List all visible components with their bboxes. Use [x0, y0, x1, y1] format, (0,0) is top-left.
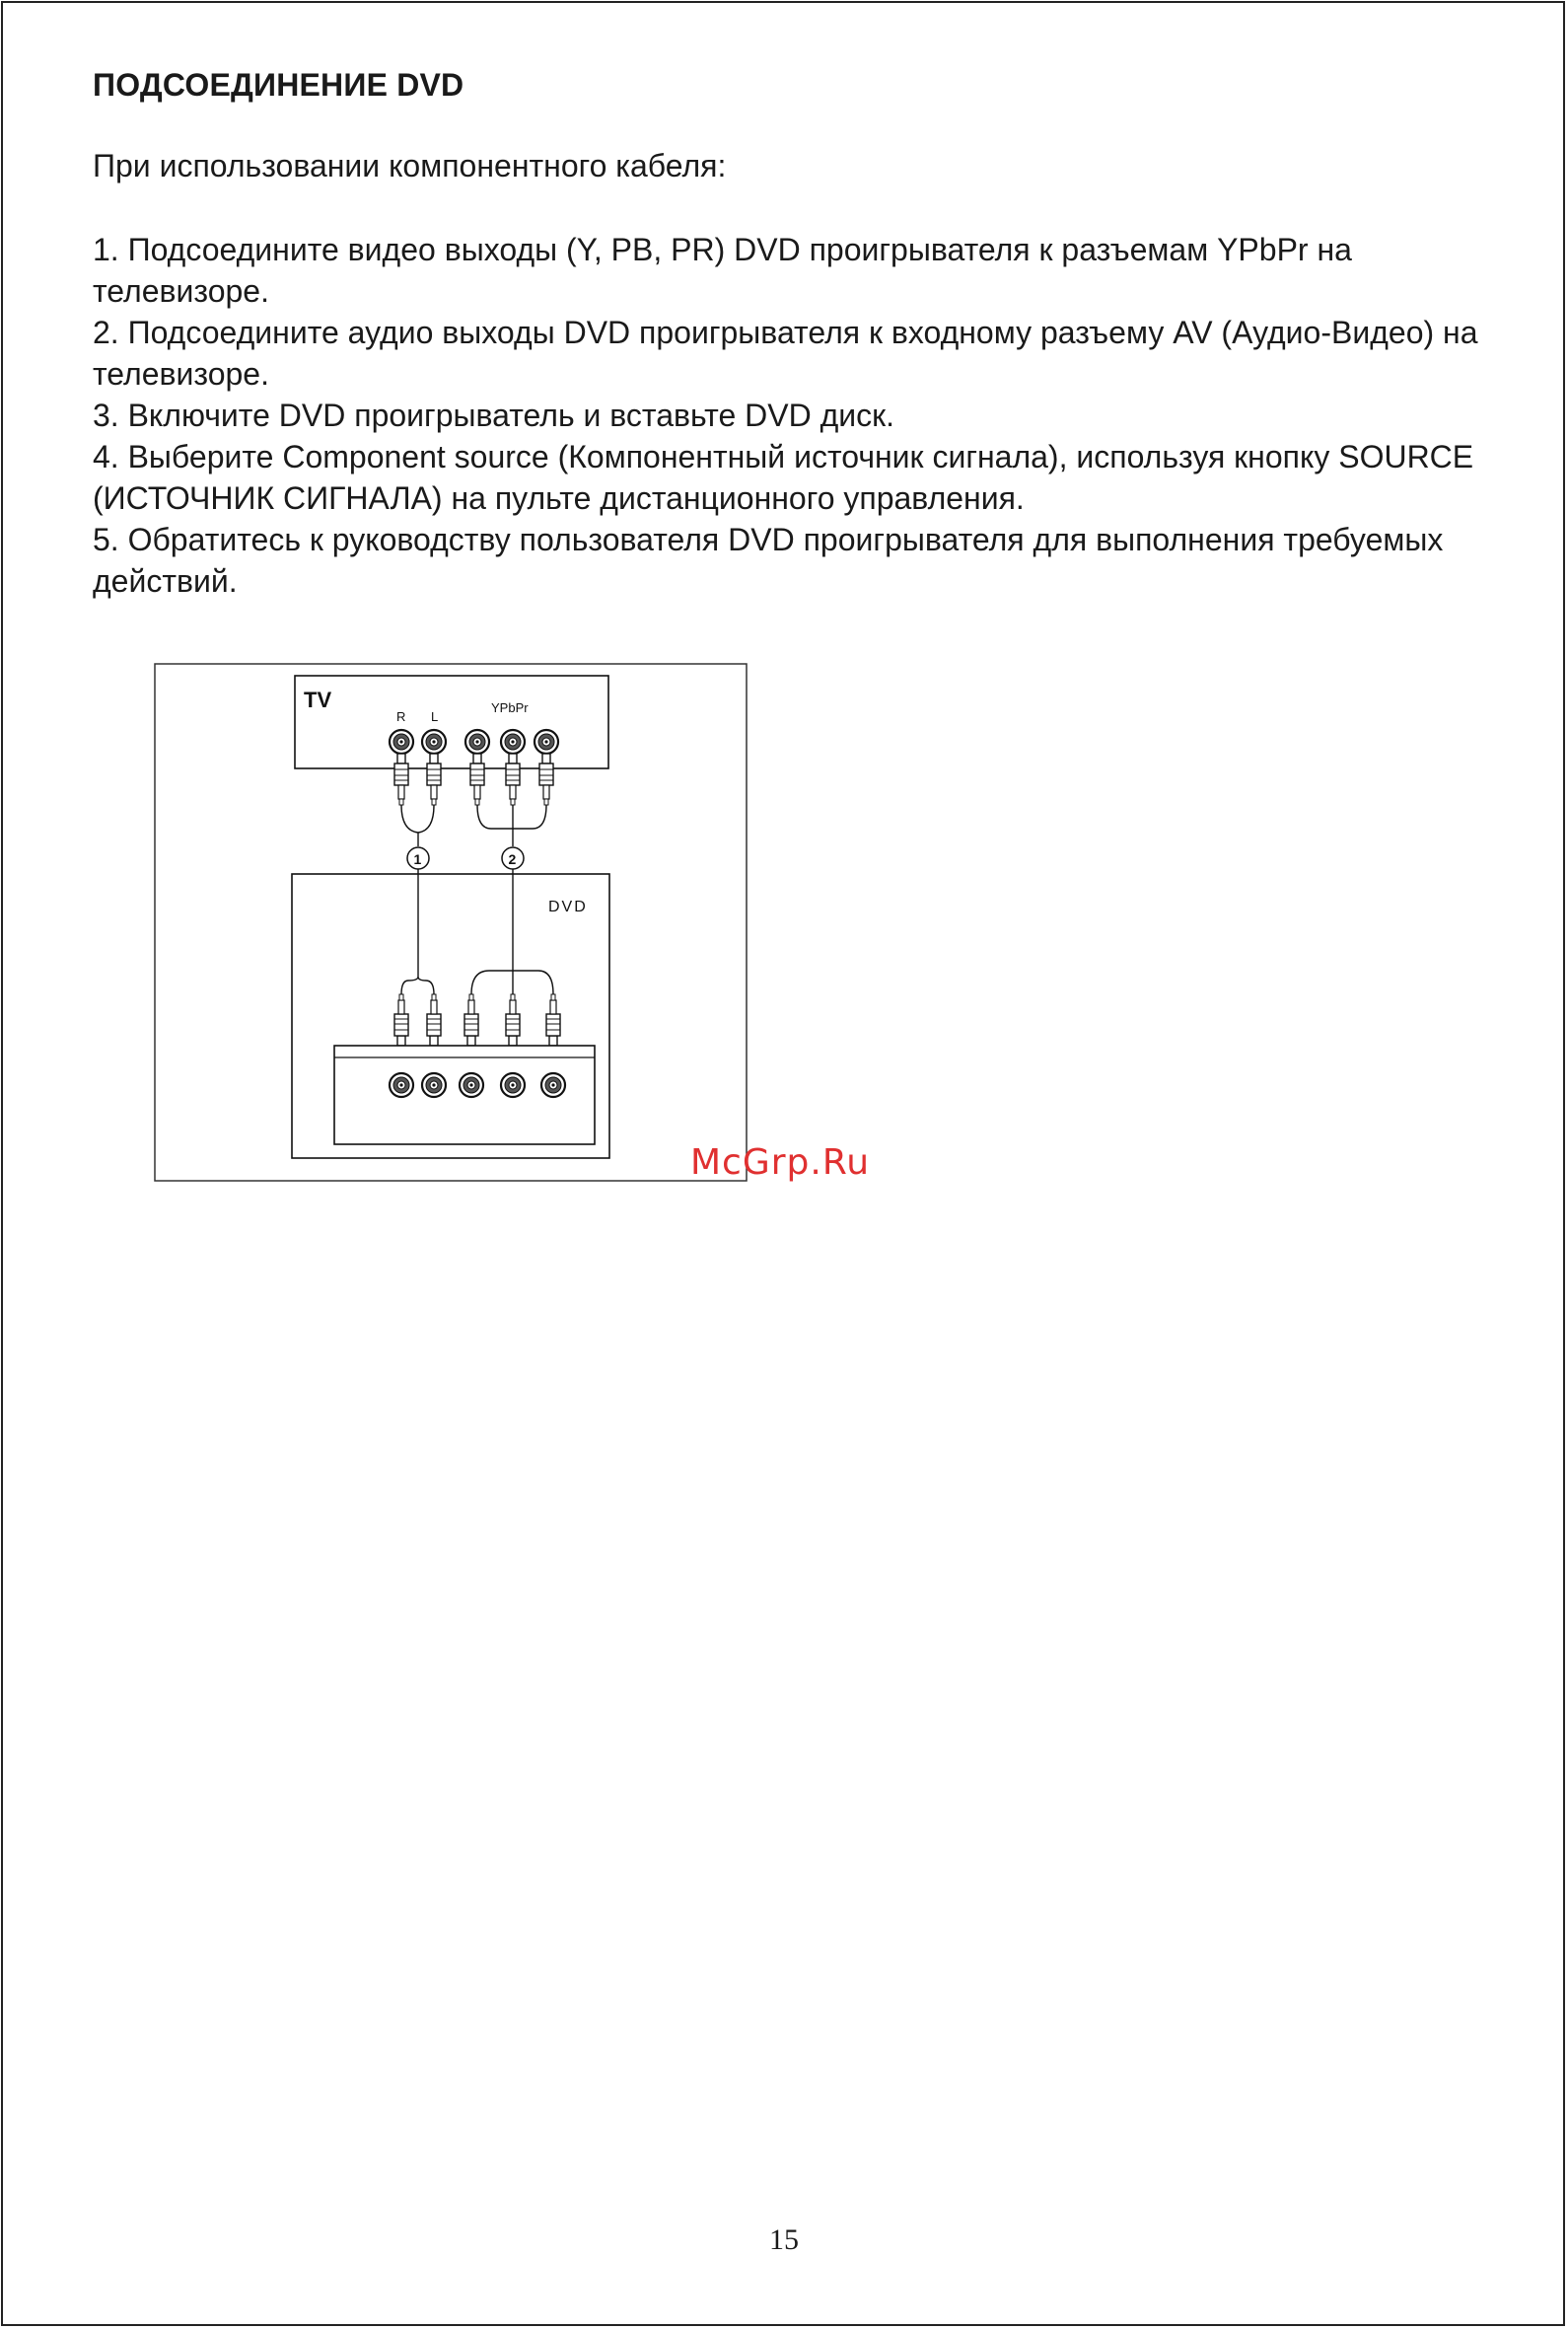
cable-2-number: 2 [508, 851, 517, 867]
tv-jack-l [422, 730, 446, 754]
tv-label: TV [304, 688, 332, 712]
connection-diagram [154, 663, 749, 1184]
tv-jack-pr [535, 730, 558, 754]
dvd-jack-y [460, 1073, 483, 1097]
tv-jack-pb [501, 730, 525, 754]
steps-list [93, 229, 1513, 602]
tv-jack-y [465, 730, 489, 754]
cable-1-number: 1 [413, 851, 422, 867]
r-label: R [396, 709, 406, 724]
dvd-label: DVD [548, 899, 588, 915]
step-item: 3. Включите DVD проигрыватель и вставьте DVD диск. [93, 398, 895, 433]
watermark: McGrp.Ru [690, 1142, 871, 1183]
dvd-jack-pr [541, 1073, 565, 1097]
page-number: 15 [769, 2223, 799, 2256]
intro-text: При использовании компонентного кабеля: [93, 148, 727, 183]
tv-box [295, 676, 608, 768]
page-title: ПОДСОЕДИНЕНИЕ DVD [93, 67, 464, 103]
step-item: 5. Обратитесь к руководству пользователя DVD проигрывателя для выполнения требуемых действий. [93, 522, 1444, 599]
step-item: 1. Подсоедините видео выходы (Y, PB, PR) DVD проигрывателя к разъемам YPbPr на телевизоре. [93, 232, 1352, 309]
l-label: L [431, 709, 439, 724]
dvd-jack-r [390, 1073, 413, 1097]
dvd-jack-l [422, 1073, 446, 1097]
tv-jack-r [390, 730, 413, 754]
step-item: 2. Подсоедините аудио выходы DVD проигрывателя к входному разъему AV (Аудио-Видео) на телевизоре. [93, 315, 1478, 392]
ypbpr-label: YPbPr [491, 700, 529, 715]
step-item: 4. Выберите Component source (Компонентный источник сигнала), используя кнопку SOURCE (ИСТОЧНИК СИГНАЛА) на пульте дистанционного управления. [93, 439, 1474, 516]
dvd-jack-pb [501, 1073, 525, 1097]
